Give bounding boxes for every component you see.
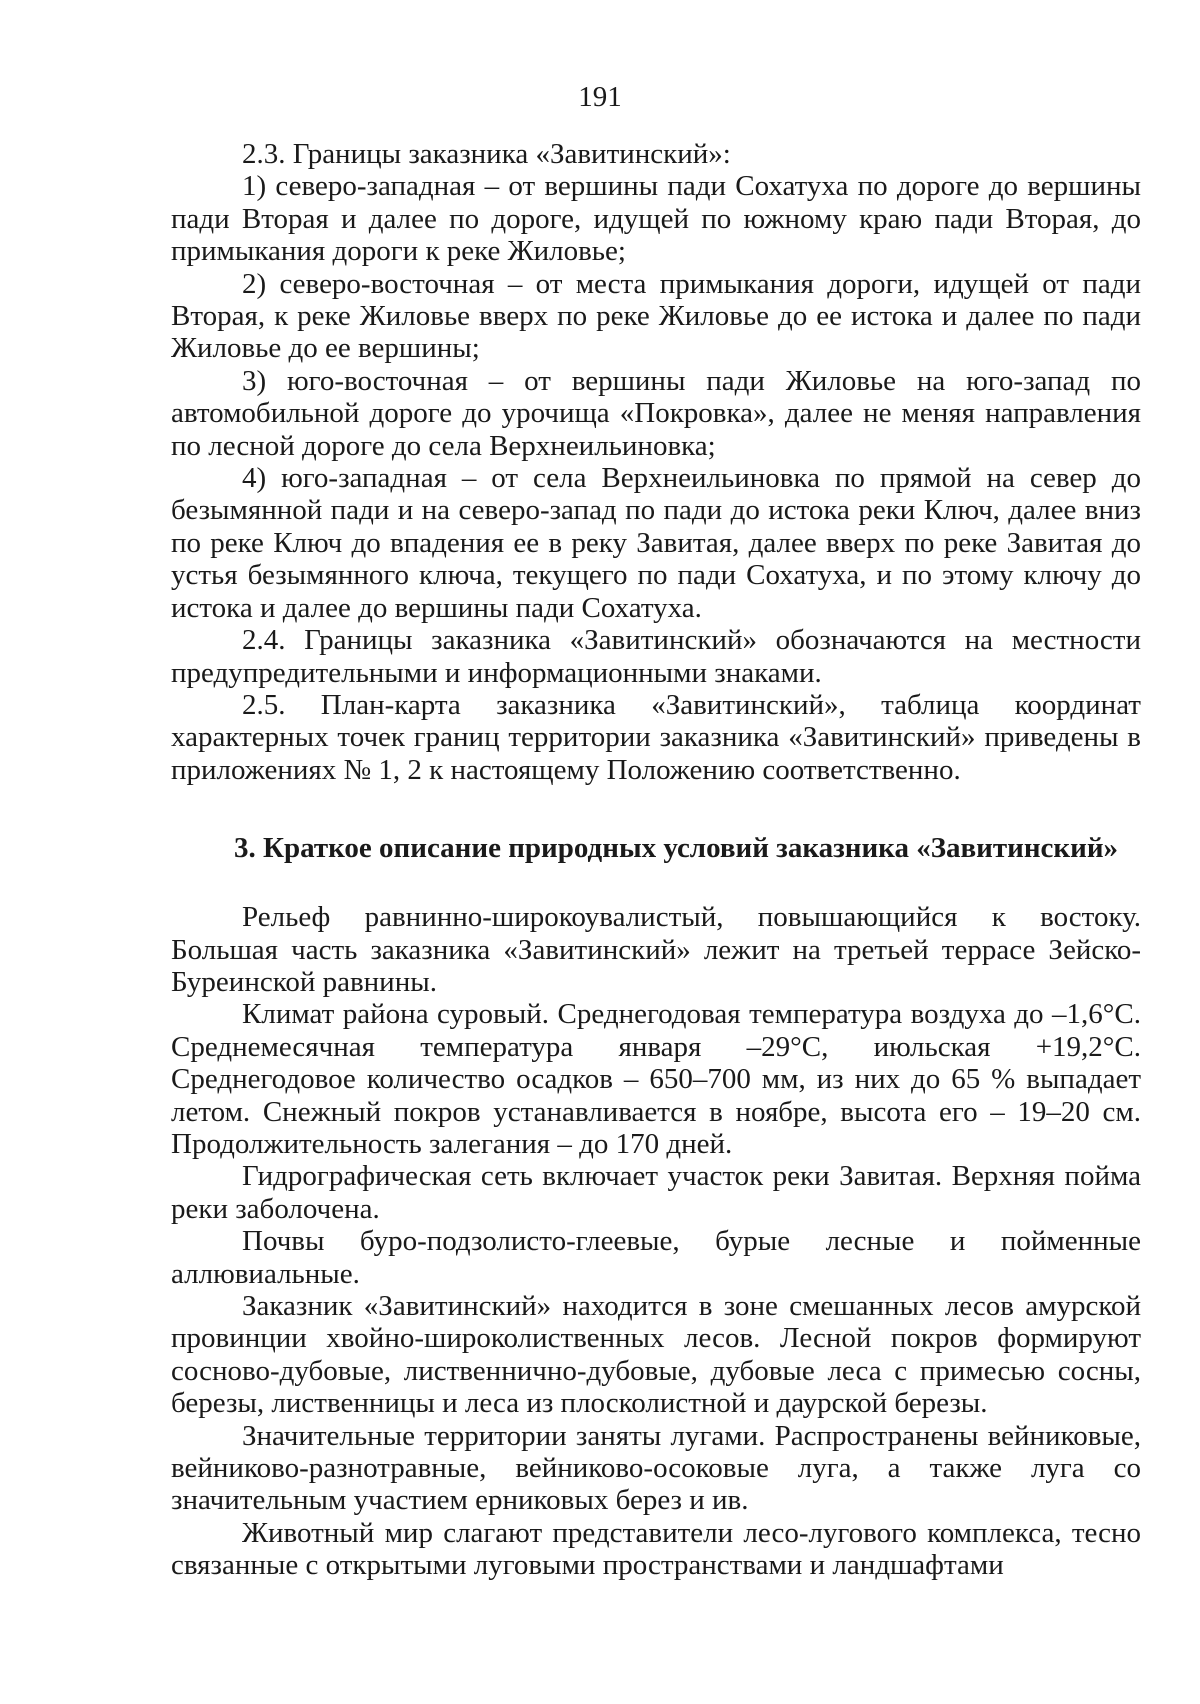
paragraph-fauna: Животный мир слагают представители лесо-лугового комплекса, тесно связанные с открытыми луговыми пространствами и ландшафтами: [171, 1516, 1141, 1582]
paragraph-2-4: 2.4. Границы заказника «Завитинский» обозначаются на местности предупредительными и информационными знаками.: [171, 624, 1141, 689]
paragraph-2-3: 2.3. Границы заказника «Завитинский»:: [242, 138, 731, 170]
section-3-heading: 3. Краткое описание природных условий заказника «Завитинский»: [233, 832, 1119, 865]
paragraph-boundary-southwest: 4) юго-западная – от села Верхнеильиновка по прямой на север до безымянной пади и на северо-запад по пади до истока реки Ключ, далее вниз по реке Ключ до впадения ее в реку Завитая, далее вверх по реке Завитая до устья безымянного ключа, текущего по пади Сохатуха, и по этому ключу до истока и далее до вершины пади Сохатуха.: [171, 462, 1141, 624]
paragraph-relief: Рельеф равнинно-широкоувалистый, повышающийся к востоку. Большая часть заказника «Завитинский» лежит на третьей террасе Зейско-Буреинской равнины.: [171, 901, 1141, 998]
paragraph-forests: Заказник «Завитинский» находится в зоне смешанных лесов амурской провинции хвойно-широколиственных лесов. Лесной покров формируют сосново-дубовые, лиственнично-дубовые, дубовые леса с примесью сосны, березы, лиственницы и леса из плосколистной и даурской березы.: [171, 1290, 1141, 1420]
paragraph-hydrography: Гидрографическая сеть включает участок реки Завитая. Верхняя пойма реки заболочена.: [171, 1160, 1141, 1225]
paragraph-soils: Почвы буро-подзолисто-глеевые, бурые лесные и пойменные аллювиальные.: [171, 1225, 1141, 1290]
paragraph-boundary-northeast: 2) северо-восточная – от места примыкания дороги, идущей от пади Вторая, к реке Жиловье вверх по реке Жиловье до ее истока и далее по пади Жиловье до ее вершины;: [171, 267, 1141, 365]
paragraph-boundary-southeast: 3) юго-восточная – от вершины пади Жиловье на юго-запад по автомобильной дороге до урочища «Покровка», далее не меняя направления по лесной дороге до села Верхнеильиновка;: [171, 364, 1141, 462]
paragraph-climate: Климат района суровый. Среднегодовая температура воздуха до –1,6°С. Среднемесячная температура января –29°С, июльская +19,2°С. Среднегодовое количество осадков – 650–700 мм, из них до 65 % выпадает летом. Снежный покров устанавливается в ноябре, высота его – 19–20 см. Продолжительность залегания – до 170 дней.: [171, 998, 1141, 1160]
paragraph-2-5: 2.5. План-карта заказника «Завитинский», таблица координат характерных точек границ территории заказника «Завитинский» приведены в приложениях № 1, 2 к настоящему Положению соответственно.: [171, 688, 1141, 786]
paragraph-boundary-northwest: 1) северо-западная – от вершины пади Сохатуха по дороге до вершины пади Вторая и далее по дороге, идущей по южному краю пади Вторая, до примыкания дороги к реке Жиловье;: [171, 170, 1141, 268]
page-number: 191: [578, 81, 622, 113]
document-body: [171, 138, 1141, 1582]
paragraph-meadows: Значительные территории заняты лугами. Распространены вейниковые, вейниково-разнотравные, вейниково-осоковые луга, а также луга со значительным участием ерниковых берез и ив.: [171, 1419, 1141, 1517]
